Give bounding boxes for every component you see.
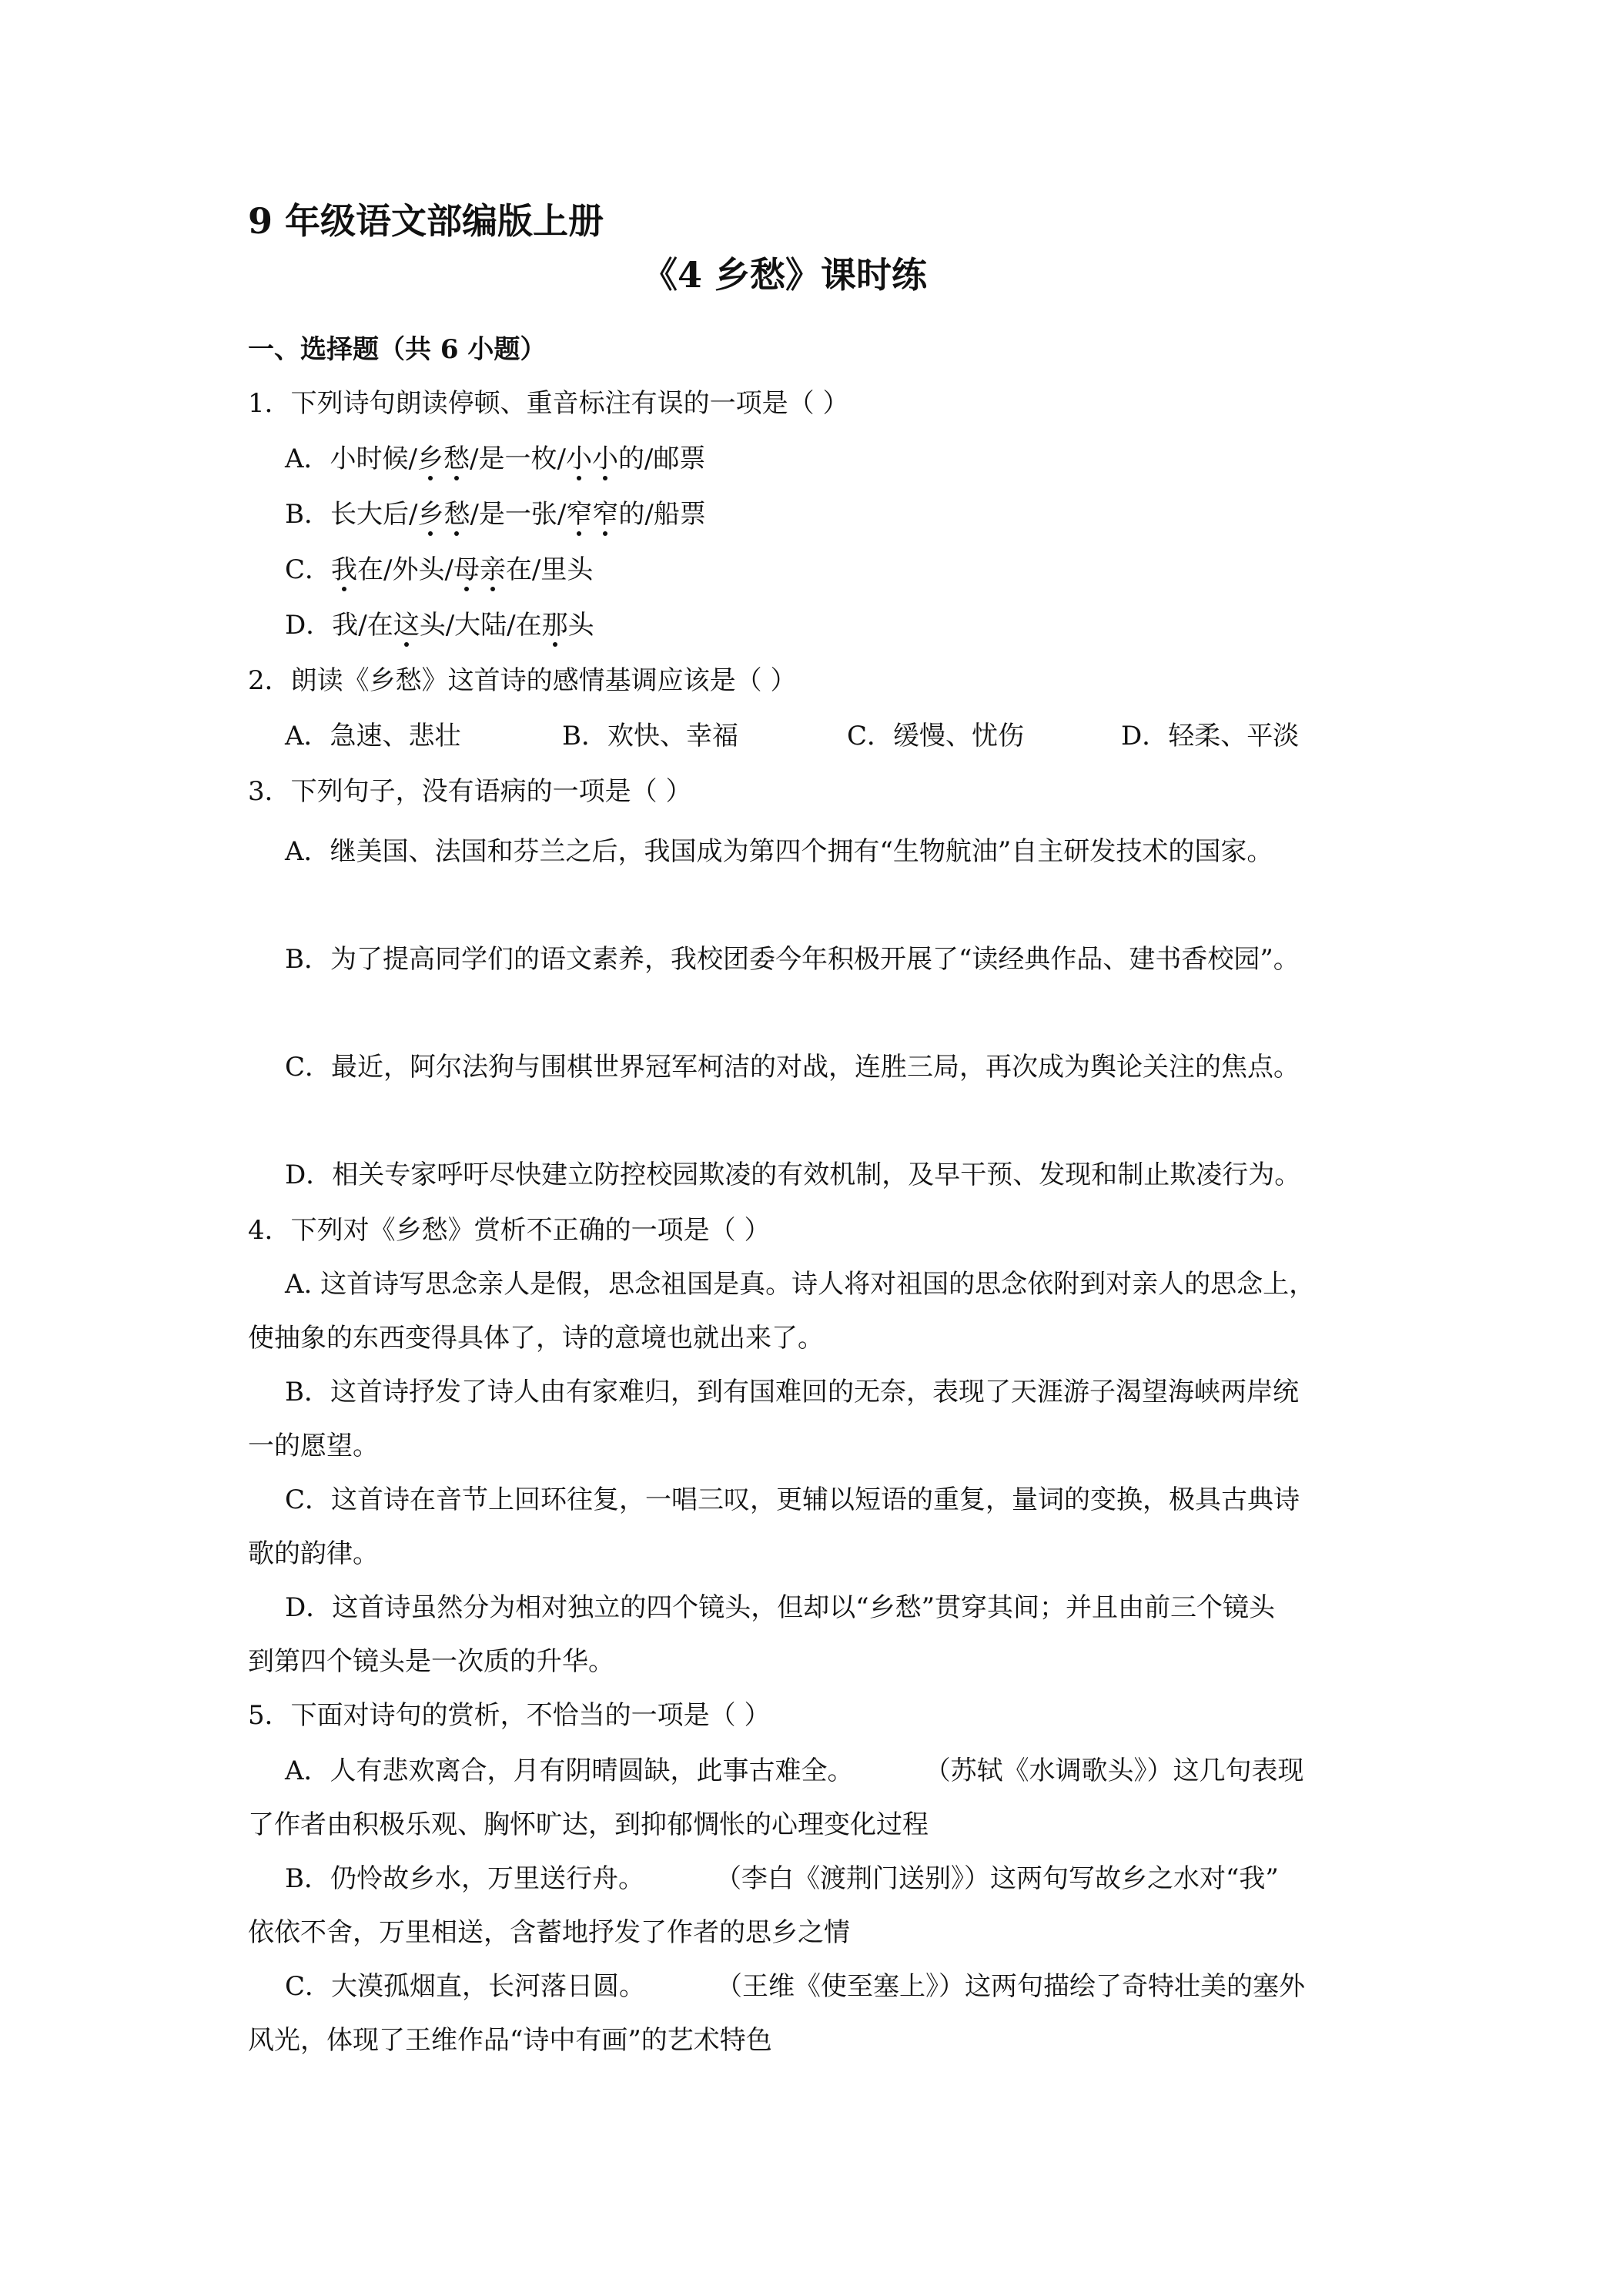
q1-a-text: 的/邮票 [617,443,706,474]
lesson-title: 《4 乡愁》课时练 [642,254,928,296]
q2-option-d: D．轻柔、平淡 [1121,721,1300,751]
stress-mark: 小 [565,443,592,474]
stress-mark: 小 [591,443,618,474]
q1-d-text: 头/大陆/在 [419,610,542,641]
q1-a-text: A．小时候/ [285,443,418,474]
q3-option-d: D．相关专家呼吁尽快建立防控校园欺凌的有效机制，及早干预、发现和制止欺凌行为。 [285,1160,1301,1190]
q3-option-c: C．最近，阿尔法狗与围棋世界冠军柯洁的对战，连胜三局，再次成为舆论关注的焦点。 [285,1052,1300,1083]
q1-option-c [285,553,593,587]
section-heading: 一、选择题（共 6 小题） [248,334,547,365]
q1-a-text: /是一枚/ [470,443,566,474]
q1-b-text: /是一张/ [470,499,567,530]
q5-a-verse: A．人有悲欢离合，月有阴晴圆缺，此事古难全。 [285,1755,854,1786]
grade-title: 9 年级语文部编版上册 [248,200,604,242]
q4-option-a-line2: 使抽象的东西变得具体了，诗的意境也就出来了。 [248,1323,824,1354]
stress-mark: 乡 [417,499,444,530]
q4-option-b-line1: B．这首诗抒发了诗人由有家难归，到有国难回的无奈，表现了天涯游子渴望海峡两岸统 [285,1377,1299,1407]
q5-c-verse: C．大漠孤烟直，长河落日圆。 [285,1971,646,2002]
q4-stem: 4．下列对《乡愁》赏析不正确的一项是（ ） [248,1215,771,1246]
q4-option-d-line1: D．这首诗虽然分为相对独立的四个镜头，但却以“乡愁”贯穿其间；并且由前三个镜头 [285,1592,1276,1623]
q2-option-a: A．急速、悲壮 [285,721,461,751]
q1-b-text: B．长大后/ [285,499,418,530]
q5-option-a-line1 [285,1754,1304,1788]
q1-d-text: 头 [567,610,594,641]
q5-option-b-line2: 依依不舍，万里相送，含蓄地抒发了作者的思乡之情 [248,1917,850,1948]
q1-option-a [285,442,705,476]
q3-option-a: A．继美国、法国和芬兰之后，我国成为第四个拥有“生物航油”自主研发技术的国家。 [285,836,1273,867]
q5-option-a-line2: 了作者由积极乐观、胸怀旷达，到抑郁惆怅的心理变化过程 [248,1809,929,1840]
stress-mark: 乡 [417,443,444,474]
stress-mark: 母 [453,554,480,585]
q1-option-b [285,497,706,531]
q4-option-c-line1: C．这首诗在音节上回环往复，一唱三叹，更辅以短语的重复，量词的变换，极具古典诗 [285,1484,1300,1515]
q1-option-d [285,608,594,642]
q5-option-b-line1 [285,1862,1279,1896]
q1-c-text: C． [285,554,332,585]
q2-stem: 2．朗读《乡愁》这首诗的感情基调应该是（ ） [248,665,797,696]
stress-mark: 亲 [479,554,506,585]
stress-mark: 愁 [443,499,470,530]
q2-option-c: C．缓慢、忧伤 [847,721,1025,751]
stress-mark: 这 [393,610,420,641]
q5-option-c-line2: 风光，体现了王维作品“诗中有画”的艺术特色 [248,2025,772,2056]
q2-option-b: B．欢快、幸福 [562,721,738,751]
q3-stem: 3．下列句子，没有语病的一项是（ ） [248,776,692,807]
q1-b-text: 的/船票 [618,499,706,530]
q4-option-d-line2: 到第四个镜头是一次质的升华。 [248,1646,614,1677]
stress-mark: 那 [541,610,568,641]
q1-c-text: 在/里头 [505,554,594,585]
q5-c-note: （王维《使至塞上》）这两句描绘了奇特壮美的塞外 [716,1971,1306,2002]
stress-mark: 我 [331,554,358,585]
stress-mark: 愁 [443,443,470,474]
q1-d-text: D．我/在 [285,610,393,641]
q5-option-c-line1 [285,1970,1305,2003]
q5-a-note: （苏轼《水调歌头》）这几句表现 [924,1755,1304,1786]
q4-option-b-line2: 一的愿望。 [248,1431,379,1461]
q5-stem: 5．下面对诗句的赏析，不恰当的一项是（ ） [248,1700,771,1731]
q4-option-a-line1: A. 这首诗写思念亲人是假，思念祖国是真。诗人将对祖国的思念依附到对亲人的思念上， [285,1269,1316,1300]
q3-option-b: B．为了提高同学们的语文素养，我校团委今年积极开展了“读经典作品、建书香校园”。 [285,944,1300,975]
q4-option-c-line2: 歌的韵律。 [248,1538,379,1569]
q1-stem: 1．下列诗句朗读停顿、重音标注有误的一项是（ ） [248,388,849,419]
stress-mark: 窄 [592,499,619,530]
q5-b-verse: B．仍怜故乡水，万里送行舟。 [285,1863,644,1894]
q5-b-note: （李白《渡荆门送别》）这两句写故乡之水对“我” [714,1863,1279,1894]
stress-mark: 窄 [566,499,593,530]
q1-c-text: 在/外头/ [357,554,453,585]
